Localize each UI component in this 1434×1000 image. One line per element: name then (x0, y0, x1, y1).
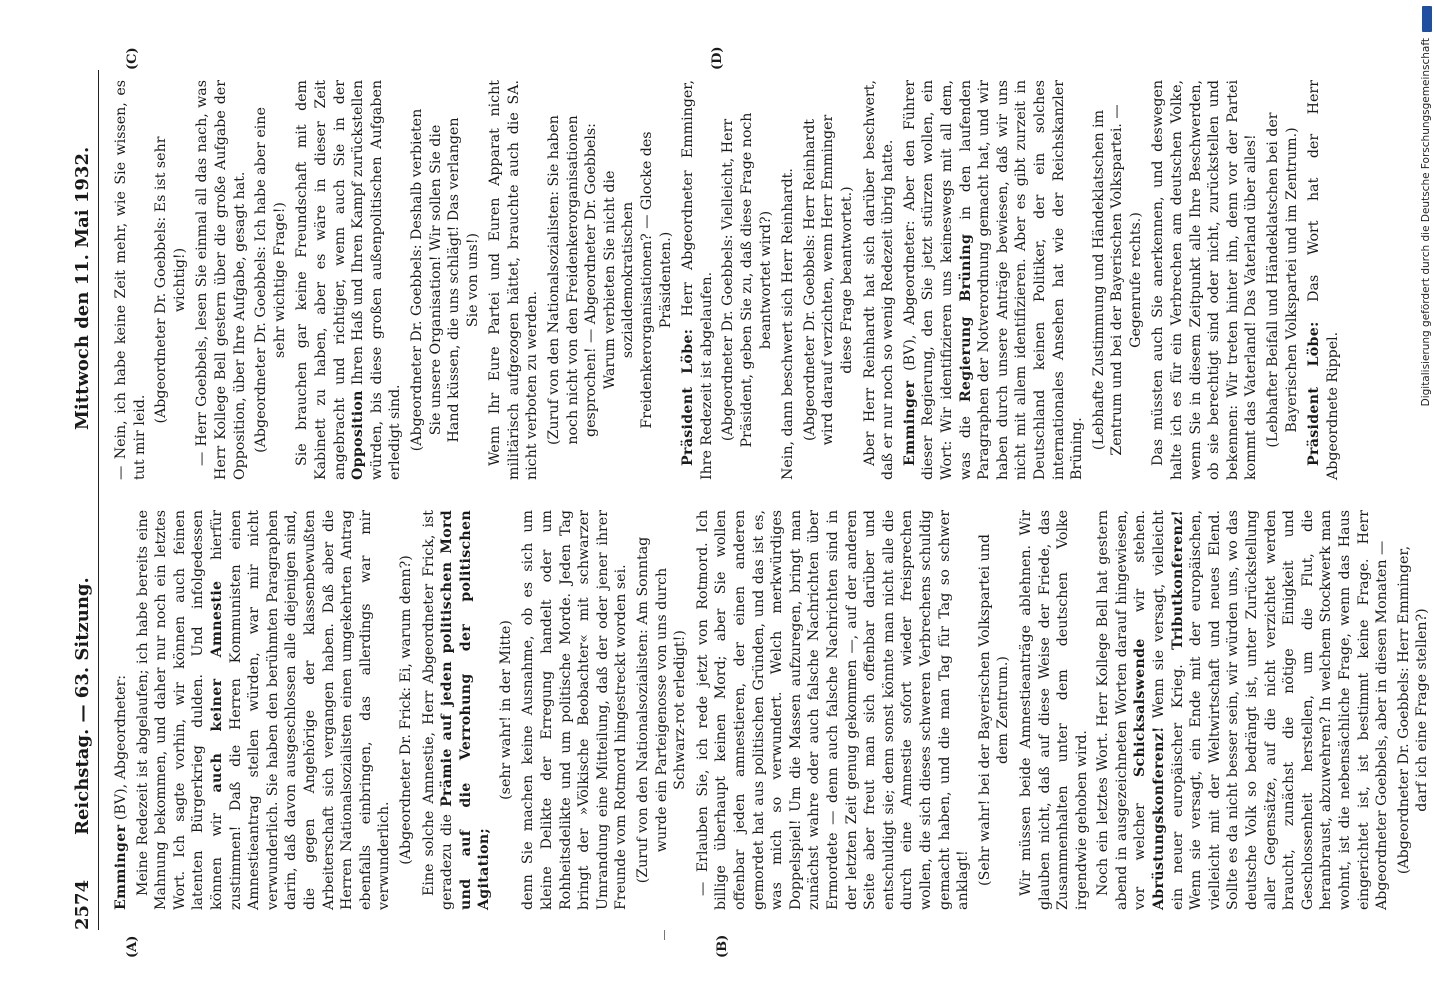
speech-paragraph (1149, 80, 1261, 480)
emphasis-text: Prämie auf jeden politischen Mord und auf die Verrohung der politischen Agitation; (439, 510, 493, 910)
paragraph-text: — Nein, ich habe keine Zeit mehr, wie Sie wissen, es tut mir leid. (113, 80, 148, 480)
page-number: 2574 (72, 879, 93, 930)
speech-paragraph (486, 80, 542, 480)
paragraph-text: (Abgeordneter Dr. Goebbels: Vielleicht, Herr Präsident, geben Sie zu, daß diese Frage noch beantwortet wird?) (720, 112, 774, 448)
speech-paragraph (420, 510, 494, 910)
interjection-paragraph (1264, 104, 1301, 456)
margin-mark-b: (B) (715, 934, 730, 958)
paragraph-text: (Abgeordneter Dr. Goebbels: Es ist sehr wichtig!) (153, 136, 188, 424)
paragraph-text: (Sehr wahr! bei der Bayerischen Volkspartei und dem Zentrum.) (976, 534, 1012, 886)
paragraph-text: (Lebhafter Beifall und Händeklatschen bei der Bayerischen Volkspartei und im Zentrum.) (1265, 112, 1300, 448)
margin-mark-d: (D) (710, 46, 725, 70)
paragraph-text: (BV), Abgeordneter: (113, 674, 129, 825)
paragraph-text: (Abgeordneter Dr. Goebbels: Deshalb verbieten Sie unsere Organisation! Wir sollen Sie die Hand küssen, die uns schlägt! Das verlangen Sie von uns!) (408, 108, 481, 452)
speech-paragraph (293, 80, 405, 480)
interjection-paragraph (397, 534, 416, 886)
speech-paragraph (694, 510, 973, 910)
interjection-paragraph (719, 104, 775, 456)
paragraph-text: wir stehen. (1132, 510, 1149, 639)
speech-paragraph (1017, 510, 1091, 910)
interjection-paragraph (408, 104, 482, 456)
paragraph-text: (BV), Abgeordneter: Aber den Führer dieser Regierung, den Sie jetzt stürzen wollen, ein Wort: Wir identifizieren uns keineswegs mit all dem, was die (901, 80, 974, 480)
margin-mark-c: (C) (125, 47, 140, 70)
page-header (70, 70, 99, 930)
scan-notice-strip (1418, 8, 1434, 992)
paragraph-text: Noch ein letztes Wort. Herr Kollege Bell hat gestern abend in ausgezeichneten Worten darauf hingewiesen, vor welcher (1095, 510, 1149, 910)
emphasis-text: Abrüstungskonferenz! (1151, 726, 1168, 910)
interjection-paragraph (976, 534, 1013, 886)
emphasis-text: auch keiner Amnestie (208, 580, 225, 793)
emphasis-text: Präsident Löbe: (680, 328, 697, 466)
paragraph-text: — Herr Goebbels, lesen Sie einmal all das nach, was Herr Kollege Bell gestern über die große Aufgabe der Opposition, über Ihre Aufgabe, gesagt hat. (194, 80, 248, 480)
paragraph-text: Aber Herr Reinhardt hat sich darüber beschwert, daß er nur noch so wenig Redezeit übrig hatte. (861, 80, 897, 480)
paragraph-text: Wenn Ihr Eure Partei und Euren Apparat nicht militärisch aufgezogen hättet, brauchte auch die SA. nicht verboten zu werden. (487, 80, 541, 480)
paragraph-text: (Lebhafte Zustimmung und Händeklatschen im Zentrum und bei der Bayerischen Volkspartei. — Gegenrufe rechts.) (1090, 104, 1144, 456)
paragraph-text: (Abgeordneter Dr. Goebbels: Herr Emminger, darf ich eine Frage stellen?) (1395, 545, 1431, 875)
emphasis-text: Präsident Löbe: (1306, 321, 1323, 466)
margin-mark-a: (A) (125, 935, 140, 958)
header-date: Mittwoch den 11. Mai 1932. (72, 146, 93, 430)
emphasis-text: Schicksalswende (1132, 638, 1149, 777)
scan-speck (664, 930, 665, 940)
paragraph-text: (Abgeordneter Dr. Frick: Ei, warum denn?) (397, 555, 414, 865)
interjection-paragraph (801, 104, 857, 456)
interjection-paragraph (1090, 104, 1146, 456)
header-title: Reichstag. — 63. Sitzung. (72, 577, 93, 835)
speech-paragraph (861, 80, 898, 480)
paragraph-text: (sehr wahr! in der Mitte) (497, 620, 514, 800)
paragraph-text: Das Wort hat der Herr Abgeordnete Rippel. (1306, 80, 1341, 480)
emphasis-text: Regierung Brüning (957, 233, 974, 403)
interjection-paragraph (152, 104, 189, 456)
paragraph-text: Wenn sie versagt, ein Ende mit der europäischen, vielleicht mit der Weltwirtschaft und neues Elend. Sollte es da nicht besser sein, wir würden uns, wo das deutsche Volk so bedrängt ist, unter Zurückstellung aller Gegensätze, auf die nicht verzichtet werden braucht, zunächst die nötige Einigkeit und Geschlossenheit herstellen, um die Flut, die heranbraust, abzuwehren? In welchem Stockwerk man wohnt, ist die nebensächliche Frage, wenn das Haus eingerichtet ist, ist bestimmt keine Frage. Herr Abgeordneter Goebbels, aber in diesen Monaten — (1188, 510, 1391, 910)
emphasis-text: Tributkonferenz! (1169, 510, 1186, 650)
paragraph-text: Eine solche Amnestie, Herr Abgeordneter Frick, ist geradezu die (420, 510, 456, 910)
paragraph-text: Ihren Haß und Ihren Kampf zurückstellen würden, bis diese großen außenpolitischen Aufgaben erledigt sind. (350, 80, 404, 480)
paragraph-text: (Zuruf von den Nationalsozialisten: Sie haben noch nicht von den Freidenkerorganisationen gesprochen! — Abgeordneter Dr. Goebbels: Warum verbieten Sie nicht die sozialdemokratischen Freidenkerorganisationen? — Glocke des Präsidenten.) (546, 115, 674, 445)
paragraph-text: in den laufenden Paragraphen der Notverordnung gemacht hat, und wir haben durch unsere Anträge bewiesen, daß wir uns nicht mit allem identifizieren. Aber es gibt zurzeit in Deutschland keinen Politiker, der ein solches internationales Ansehen hat wie der Reichskanzler Brüning. (957, 80, 1086, 480)
paragraph-text: Meine Redezeit ist abgelaufen; ich habe bereits eine Mahnung bekommen, und daher nur noch ein letztes Wort. Ich sagte vorhin, wir können auch feinen latenten Bürgerkrieg dulden. Und infolgedessen können wir (134, 510, 225, 910)
right-text-column (112, 80, 1341, 480)
interjection-paragraph (545, 104, 675, 456)
paragraph-text: (Zuruf von den Nationalsozialisten: Am Sonntag wurde ein Parteigenosse von uns durch Schwarz-rot erledigt!) (635, 536, 689, 884)
speech-paragraph (1305, 80, 1342, 480)
paragraph-text: Das müssten auch Sie anerkennen, und deswegen halte ich es für ein Verbrechen am deutschen Volke, wenn Sie in diesem Zeitpunkt alle Ihre Beschwerden, ob sie berechtigt sind oder nicht, zurückstellen und bekennen: Wir treten hinter ihn, denn vor der Partei kommt das Vaterland! Das Vaterland über alles! (1150, 80, 1260, 480)
emphasis-text: Emminger (901, 380, 918, 466)
paragraph-text: (Abgeordneter Dr. Goebbels: Ich habe aber eine sehr wichtige Frage!) (253, 107, 288, 453)
paragraph-text: (Abgeordneter Dr. Goebbels: Herr Reinhardt wird darauf verzichten, wenn Herr Emminger diese Frage beantwortet.) (801, 114, 855, 446)
paragraph-text: Sie brauchen gar keine Freundschaft mit dem Kabinett zu haben, aber es wäre in dieser Zeit angebracht und richtiger, wenn auch Sie in der (294, 80, 348, 480)
interjection-paragraph (497, 534, 516, 886)
scan-notice-text: Digitalisierung gefördert durch die Deutsche Forschungsgemeinschaft (1420, 38, 1432, 407)
interjection-paragraph (634, 534, 690, 886)
paragraph-text: hierfür zustimmen! Daß die Herren Kommunisten einen Amnestieantrag stellen würden, war mir nicht verwunderlich. Sie haben den berühmten Paragraphen darin, daß davon ausgeschlossen alle diejenigen sind, die gegen Angehörige der klassenbewußten Arbeiterschaft sich vergangen haben. Daß aber die Herren Nationalsozialisten einen umgekehrten Antrag ebenfalls einbringen, das allerdings war mir verwunderlich. (208, 510, 393, 910)
speech-paragraph (901, 80, 1087, 480)
emphasis-text: Opposition (350, 390, 367, 480)
speech-paragraph (112, 80, 149, 480)
paragraph-text: Wir müssen beide Amnestieanträge ablehnen. Wir glauben nicht, daß auf diese Weise der Friede, das Zusammenhalten unter dem deutschen Volke irgendwie gehoben wird. (1017, 510, 1090, 910)
speech-paragraph (134, 510, 394, 910)
paragraph-text: Wenn sie versagt, vielleicht ein neuer europäischer Krieg. (1151, 510, 1186, 910)
paragraph-text: — Erlauben Sie, ich rede jetzt von Rotmord. Ich billige überhaupt keinen Mord; aber Sie wollen offenbar jeden amnestieren, der einen anderen gemordet hat aus politischen Gründen, und das ist es, was mich so verwundert. Welch merkwürdiges Doppelspiel! Um die Massen aufzuregen, bringt man zunächst wahre oder auch falsche Nachrichten über Ermordete — denn auch falsche Nachrichten sind in der letzten Zeit genug gekommen —, auf der anderen Seite aber freut man sich offenbar darüber und entschuldigt sie; denn sonst könnte man nicht alle die durch eine Amnestie sofort wieder freisprechen wollen, die sich dieses schweren Verbrechens schuldig gemacht haben, und die man Tag für Tag so schwer anklagt! (694, 510, 972, 910)
interjection-paragraph (252, 104, 289, 456)
paragraph-text: Herr Abgeordneter Emminger, Ihre Redezeit ist abgelaufen. (680, 80, 715, 480)
left-text-column (112, 510, 1431, 910)
speech-paragraph (193, 80, 249, 480)
speech-paragraph (519, 510, 631, 910)
paragraph-text: denn Sie machen keine Ausnahme, ob es sich um kleine Delikte der Erregung handelt oder um Rohheitsdelikte und um politische Morde. Jeden Tag bringt der »Völkische Beobachter« mit schwarzer Umrandung eine Mitteilung, daß der oder jener ihrer Freunde vom Rotmord hingestreckt worden sei. (520, 510, 630, 910)
paragraph-text: Nein, dann beschwert sich Herr Reinhardt. (780, 168, 797, 480)
speech-paragraph (112, 510, 131, 910)
speech-paragraph (679, 80, 716, 480)
emphasis-text: Emminger (113, 824, 129, 910)
speech-paragraph (1094, 510, 1392, 910)
speech-paragraph (779, 80, 798, 480)
